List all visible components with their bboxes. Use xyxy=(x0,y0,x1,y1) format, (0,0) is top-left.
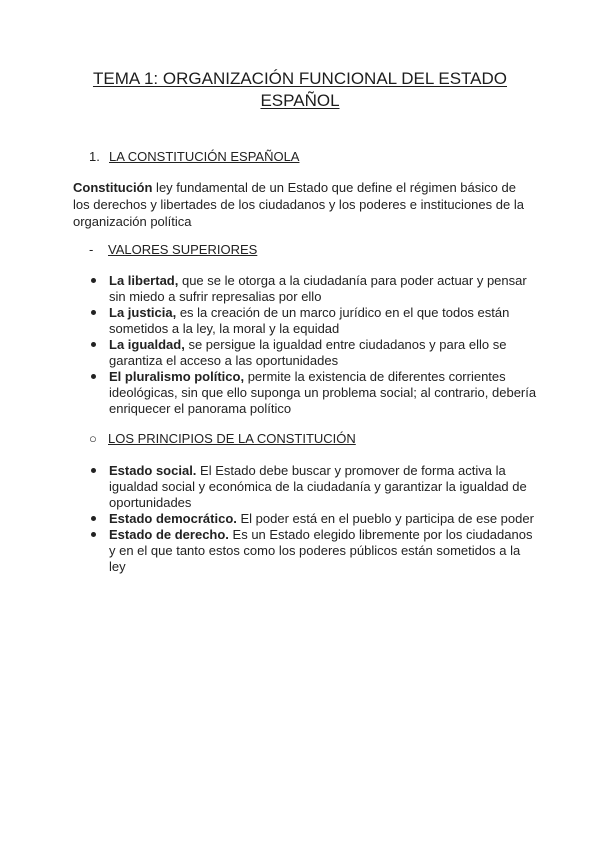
item-term: La igualdad, xyxy=(109,337,185,352)
principios-list xyxy=(89,463,539,575)
section-heading xyxy=(89,148,299,166)
item-text: Es un Estado elegido libremente por los ciudadanos y en el que tanto estos como los poderes públicos están sometidos a la ley xyxy=(109,527,533,574)
subheading-principios xyxy=(89,430,356,448)
item-term: La justicia, xyxy=(109,305,177,320)
subheading-valores-text: VALORES SUPERIORES xyxy=(108,242,258,257)
bullet-icon xyxy=(91,342,96,347)
dash-marker: - xyxy=(89,242,94,257)
item-text: permite la existencia de diferentes corrientes ideológicas, sin que ello suponga un problema social; al contrario, debería enriquecer el panorama político xyxy=(109,369,537,416)
page-title: TEMA 1: ORGANIZACIÓN FUNCIONAL DEL ESTADO ESPAÑOL xyxy=(92,69,508,110)
item-text: que se le otorga a la ciudadanía para poder actuar y pensar sin miedo a sufrir represalias por ello xyxy=(109,273,527,304)
item-term: El pluralismo político, xyxy=(109,369,245,384)
list-item xyxy=(89,273,539,305)
valores-list xyxy=(89,273,539,417)
definition-term: Constitución xyxy=(73,180,153,195)
item-text: es la creación de un marco jurídico en el que todos están sometidos a la ley, la moral y la equidad xyxy=(109,305,510,336)
section-number: 1. xyxy=(89,149,100,164)
definition-text: ley fundamental de un Estado que define el régimen básico de los derechos y libertades de los ciudadanos y los poderes e instituciones de la organización política xyxy=(73,180,524,229)
item-term: Estado democrático. xyxy=(109,511,237,526)
item-term: Estado social. xyxy=(109,463,197,478)
subheading-principios-text: LOS PRINCIPIOS DE LA CONSTITUCIÓN xyxy=(108,431,356,446)
bullet-icon xyxy=(91,374,96,379)
item-text: El Estado debe buscar y promover de forma activa la igualdad social y económica de la ciudadanía y garantizar la igualdad de oportunidades xyxy=(109,463,527,510)
definition-paragraph xyxy=(73,179,533,230)
bullet-icon xyxy=(91,532,96,537)
section-heading-text: LA CONSTITUCIÓN ESPAÑOLA xyxy=(109,149,300,164)
list-item xyxy=(89,337,539,369)
item-text: se persigue la igualdad entre ciudadanos y para ello se garantiza el acceso a las oportunidades xyxy=(109,337,507,368)
item-text: El poder está en el pueblo y participa de ese poder xyxy=(236,511,534,526)
bullet-icon xyxy=(91,310,96,315)
circle-marker: ○ xyxy=(89,431,97,446)
list-item xyxy=(89,305,539,337)
list-item xyxy=(89,511,539,527)
item-term: Estado de derecho. xyxy=(109,527,229,542)
subheading-valores xyxy=(89,241,257,259)
bullet-icon xyxy=(91,516,96,521)
list-item xyxy=(89,527,539,575)
bullet-icon xyxy=(91,278,96,283)
bullet-icon xyxy=(91,468,96,473)
list-item xyxy=(89,369,539,417)
list-item xyxy=(89,463,539,511)
item-term: La libertad, xyxy=(109,273,179,288)
